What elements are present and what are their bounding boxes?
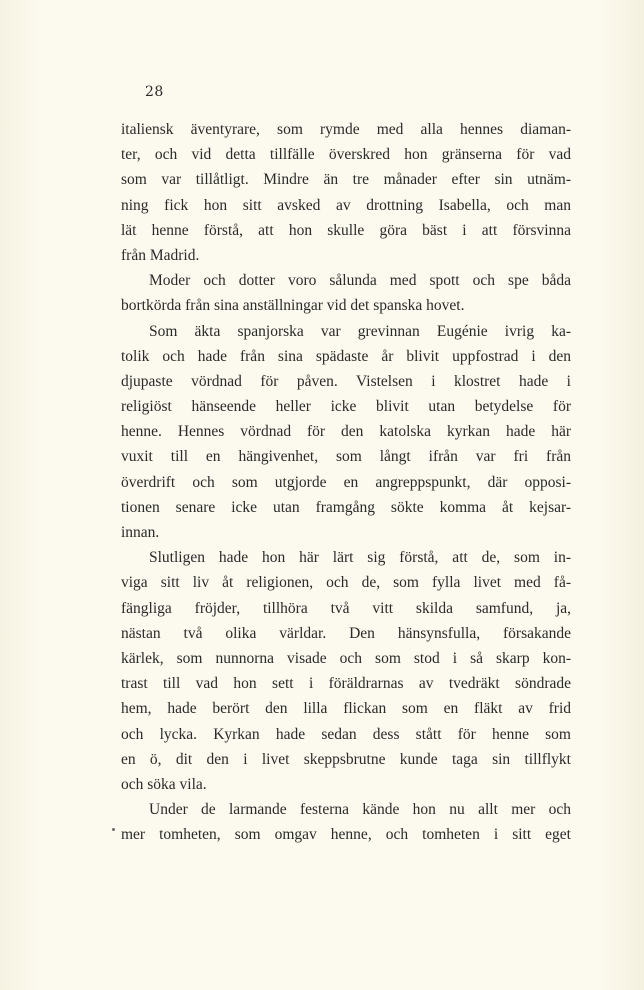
text-line: vuxit till en hängivenhet, som långt ifrån var fri från	[121, 448, 571, 466]
text-line: och lycka. Kyrkan hade sedan dess stått för henne som	[121, 725, 571, 743]
text-line: viga sitt liv åt religionen, och de, som fylla livet med få-	[121, 574, 571, 592]
text-line: religiöst hänseende heller icke blivit utan betydelse för	[121, 398, 571, 416]
text-line: från Madrid.	[121, 246, 200, 264]
text-line: ter, och vid detta tillfälle överskred hon gränserna för vad	[121, 146, 571, 164]
text-line: fängliga fröjder, tillhöra två vitt skilda samfund, ja,	[121, 599, 571, 617]
text-line: ning fick hon sitt avsked av drottning Isabella, och man	[121, 196, 571, 214]
text-line: trast till vad hon sett i föräldrarnas av tvedräkt söndrade	[121, 675, 571, 693]
text-line: kärlek, som nunnorna visade och som stod i så skarp kon-	[121, 649, 571, 667]
body-text	[121, 117, 571, 847]
text-line: bortkörda från sina anställningar vid det spanska hovet.	[121, 297, 465, 315]
text-line: som var tillåtligt. Mindre än tre månader efter sin utnäm-	[121, 171, 571, 189]
page-number: 28	[145, 84, 164, 100]
text-line: italiensk äventyrare, som rymde med alla hennes diaman-	[121, 121, 571, 138]
text-line: innan.	[121, 524, 160, 541]
text-line: nästan två olika världar. Den hänsynsfulla, försakande	[121, 624, 571, 642]
text-line: tionen senare icke utan framgång sökte komma åt kejsar-	[121, 498, 571, 516]
text-line: överdrift och som utgjorde en angreppspunkt, där opposi-	[121, 473, 571, 491]
text-line: henne. Hennes vördnad för den katolska kyrkan hade här	[121, 423, 571, 441]
text-line: hem, hade berört den lilla flickan som en fläkt av frid	[121, 700, 571, 718]
text-line: Slutligen hade hon här lärt sig förstå, att de, som in-	[149, 549, 571, 567]
text-line: Under de larmande festerna kände hon nu allt mer och	[149, 801, 571, 819]
text-line: Som äkta spanjorska var grevinnan Eugénie ivrig ka-	[149, 322, 571, 340]
text-line: lät henne förstå, att hon skulle göra bäst i att försvinna	[121, 221, 571, 239]
text-line: en ö, dit den i livet skeppsbrutne kunde taga sin tillflykt	[121, 750, 571, 768]
text-line: djupaste vördnad för påven. Vistelsen i klostret hade i	[121, 372, 571, 390]
text-line: tolik och hade från sina spädaste år blivit uppfostrad i den	[121, 347, 571, 365]
text-line: Moder och dotter voro sålunda med spott och spe båda	[149, 272, 571, 290]
text-line: mer tomheten, som omgav henne, och tomheten i sitt eget	[121, 826, 571, 844]
text-line: och söka vila.	[121, 775, 207, 793]
margin-mark	[112, 828, 115, 831]
